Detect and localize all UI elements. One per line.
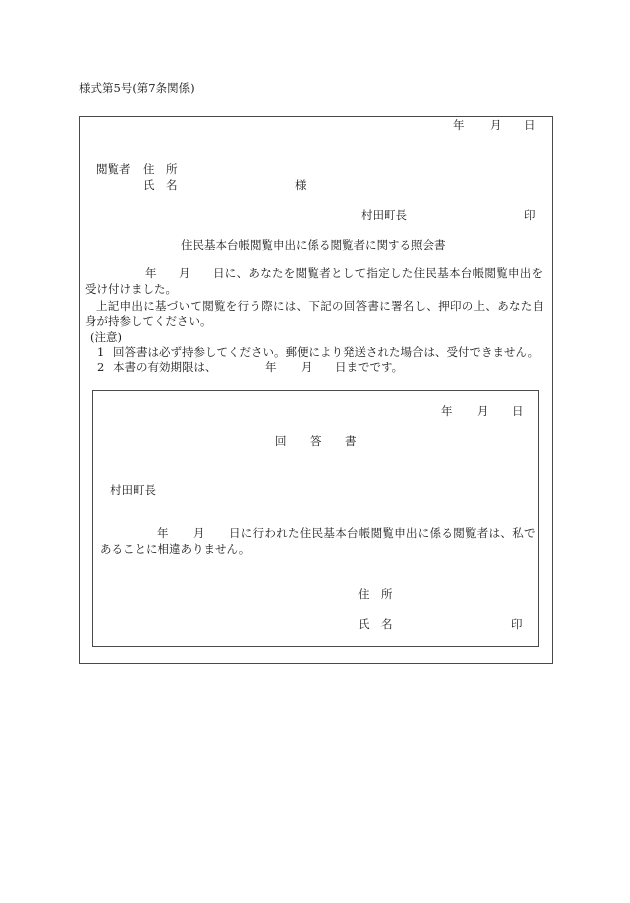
reply-address-label: 住 所 [358, 587, 393, 601]
note-text-before: 本書の有効期限は、 [113, 360, 217, 374]
reply-frame [92, 390, 539, 647]
notes-heading: (注意) [90, 330, 122, 344]
inquiry-title: 住民基本台帳閲覧申出に係る閲覧者に関する照会書 [181, 238, 446, 252]
addressee-role: 閲覧者 [96, 162, 131, 176]
reply-body-month: 月 [193, 526, 205, 540]
inquiry-date-year: 年 [453, 118, 465, 132]
note-expiry-month: 月 [301, 360, 313, 374]
note-text-after: 日までです。 [335, 360, 404, 374]
reply-body-line2: あることに相違ありません。 [100, 542, 251, 556]
note-number: 1 [97, 345, 105, 359]
reply-date-year: 年 [441, 404, 453, 418]
reply-date-month: 月 [477, 404, 489, 418]
body-line3: 上記申出に基づいて閲覧を行う際には、下記の回答書に署名し、押印の上、あなた自 [96, 299, 545, 313]
note-text: 回答書は必ず持参してください。郵便により発送された場合は、受付できません。 [113, 345, 540, 359]
reply-name-label: 氏 名 [358, 617, 393, 631]
reply-addressee: 村田町長 [110, 483, 156, 497]
reply-seal: 印 [511, 617, 523, 631]
note-number: 2 [97, 360, 105, 374]
body-line1-month: 月 [179, 266, 191, 280]
sender-seal: 印 [524, 208, 536, 222]
addressee-address-label: 住 所 [143, 162, 178, 176]
addressee-honorific: 様 [295, 178, 307, 192]
body-line1-rest: 日に、あなたを閲覧者として指定した住民基本台帳閲覧申出を [213, 266, 544, 280]
inquiry-date-day: 日 [524, 118, 536, 132]
reply-date-day: 日 [512, 404, 524, 418]
reply-body-line1: 日に行われた住民基本台帳閲覧申出に係る閲覧者は、私で [229, 526, 536, 540]
body-line2: 受け付けました。 [85, 282, 177, 296]
reply-title: 回 答 書 [275, 434, 363, 448]
reply-body-year: 年 [157, 526, 169, 540]
body-line4: 身が持参してください。 [85, 314, 212, 328]
inquiry-date-month: 月 [490, 118, 502, 132]
note-expiry-year: 年 [265, 360, 277, 374]
sender-name: 村田町長 [361, 208, 407, 222]
form-number: 様式第5号(第7条関係) [79, 81, 195, 95]
addressee-name-label: 氏 名 [143, 178, 178, 192]
body-line1-year: 年 [145, 266, 157, 280]
